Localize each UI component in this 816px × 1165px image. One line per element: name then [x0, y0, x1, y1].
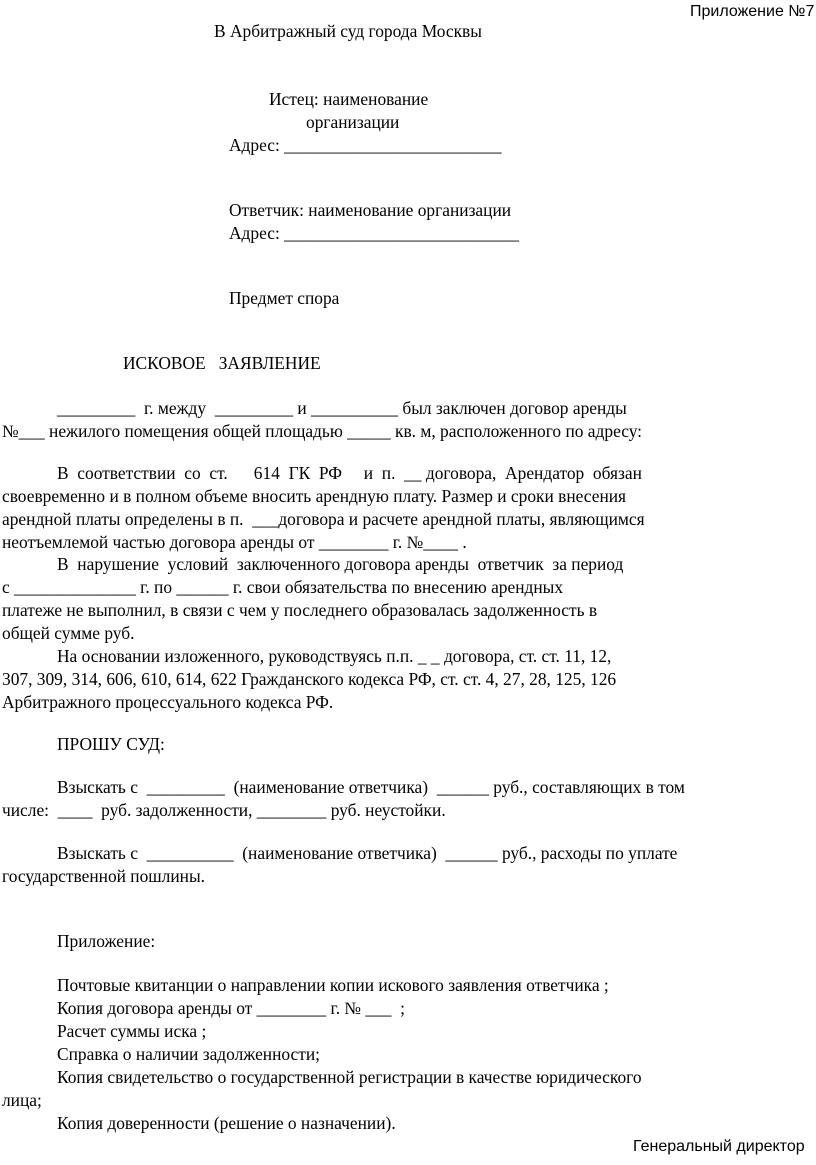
para1-line-2: своевременно и в полном объеме вносить арендную плату. Размер и сроки внесения — [2, 486, 627, 506]
plaintiff-label: Истец: наименование — [269, 89, 429, 109]
request1-line-1: Взыскать с _________ (наименование ответчика) ______ руб., составляющих в том — [57, 777, 685, 797]
dispute-subject: Предмет спора — [229, 288, 340, 308]
attachment-item: Справка о наличии задолженности; — [57, 1044, 320, 1064]
attachment-item: Почтовые квитанции о направлении копии искового заявления ответчика ; — [57, 975, 609, 995]
appendix-label: Приложение №7 — [690, 3, 815, 20]
para1-line-4: неотъемлемой частью договора аренды от ________ г. №____ . — [2, 532, 467, 552]
plaintiff-name: организации — [306, 112, 400, 132]
defendant-label: Ответчик: наименование организации — [229, 200, 512, 220]
attachment-item-continuation: лица; — [2, 1090, 42, 1110]
attachment-item: Копия договора аренды от ________ г. № ___ ; — [57, 998, 405, 1018]
plaintiff-address: Адрес: _________________________ — [229, 135, 502, 155]
para3-line-3: Арбитражного процессуального кодекса РФ. — [2, 692, 334, 712]
attachment-item: Копия доверенности (решение о назначении). — [57, 1113, 396, 1133]
document-heading: ИСКОВОЕ ЗАЯВЛЕНИЕ — [123, 353, 321, 373]
para2-line-3: платеже не выполнил, в связи с чем у последнего образовалась задолженность в — [2, 600, 598, 620]
para1-line-3: арендной платы определены в п. ___договора и расчете арендной платы, являющимся — [2, 509, 645, 529]
attachment-item: Расчет суммы иска ; — [57, 1021, 207, 1041]
court-name: В Арбитражный суд города Москвы — [214, 21, 482, 41]
request2-line-2: государственной пошлины. — [2, 866, 206, 886]
para2-line-2: с ______________ г. по ______ г. свои обязательства по внесению арендных — [2, 577, 564, 597]
intro-line-2: №___ нежилого помещения общей площадью _____ кв. м, расположенного по адресу: — [2, 421, 643, 441]
para2-line-4: общей сумме руб. — [2, 623, 135, 643]
para1-line-1: В соответствии со ст. 614 ГК РФ и п. __ договора, Арендатор обязан — [57, 463, 642, 483]
request-heading: ПРОШУ СУД: — [57, 734, 165, 754]
signature-title: Генеральный директор — [633, 1138, 805, 1155]
para3-line-1: На основании изложенного, руководствуясь п.п. _ _ договора, ст. ст. 11, 12, — [57, 646, 612, 666]
request1-line-2: числе: ____ руб. задолженности, ________ руб. неустойки. — [2, 800, 446, 820]
para3-line-2: 307, 309, 314, 606, 610, 614, 622 Гражданского кодекса РФ, ст. ст. 4, 27, 28, 125, 126 — [2, 669, 617, 689]
intro-line-1: _________ г. между _________ и __________ был заключен договор аренды — [57, 398, 627, 418]
defendant-address: Адрес: ___________________________ — [229, 223, 519, 243]
request2-line-1: Взыскать с __________ (наименование ответчика) ______ руб., расходы по уплате — [57, 843, 678, 863]
para2-line-1: В нарушение условий заключенного договора аренды ответчик за период — [57, 554, 624, 574]
attachment-item: Копия свидетельство о государственной регистрации в качестве юридического — [57, 1067, 642, 1087]
attachments-heading: Приложение: — [57, 931, 156, 951]
